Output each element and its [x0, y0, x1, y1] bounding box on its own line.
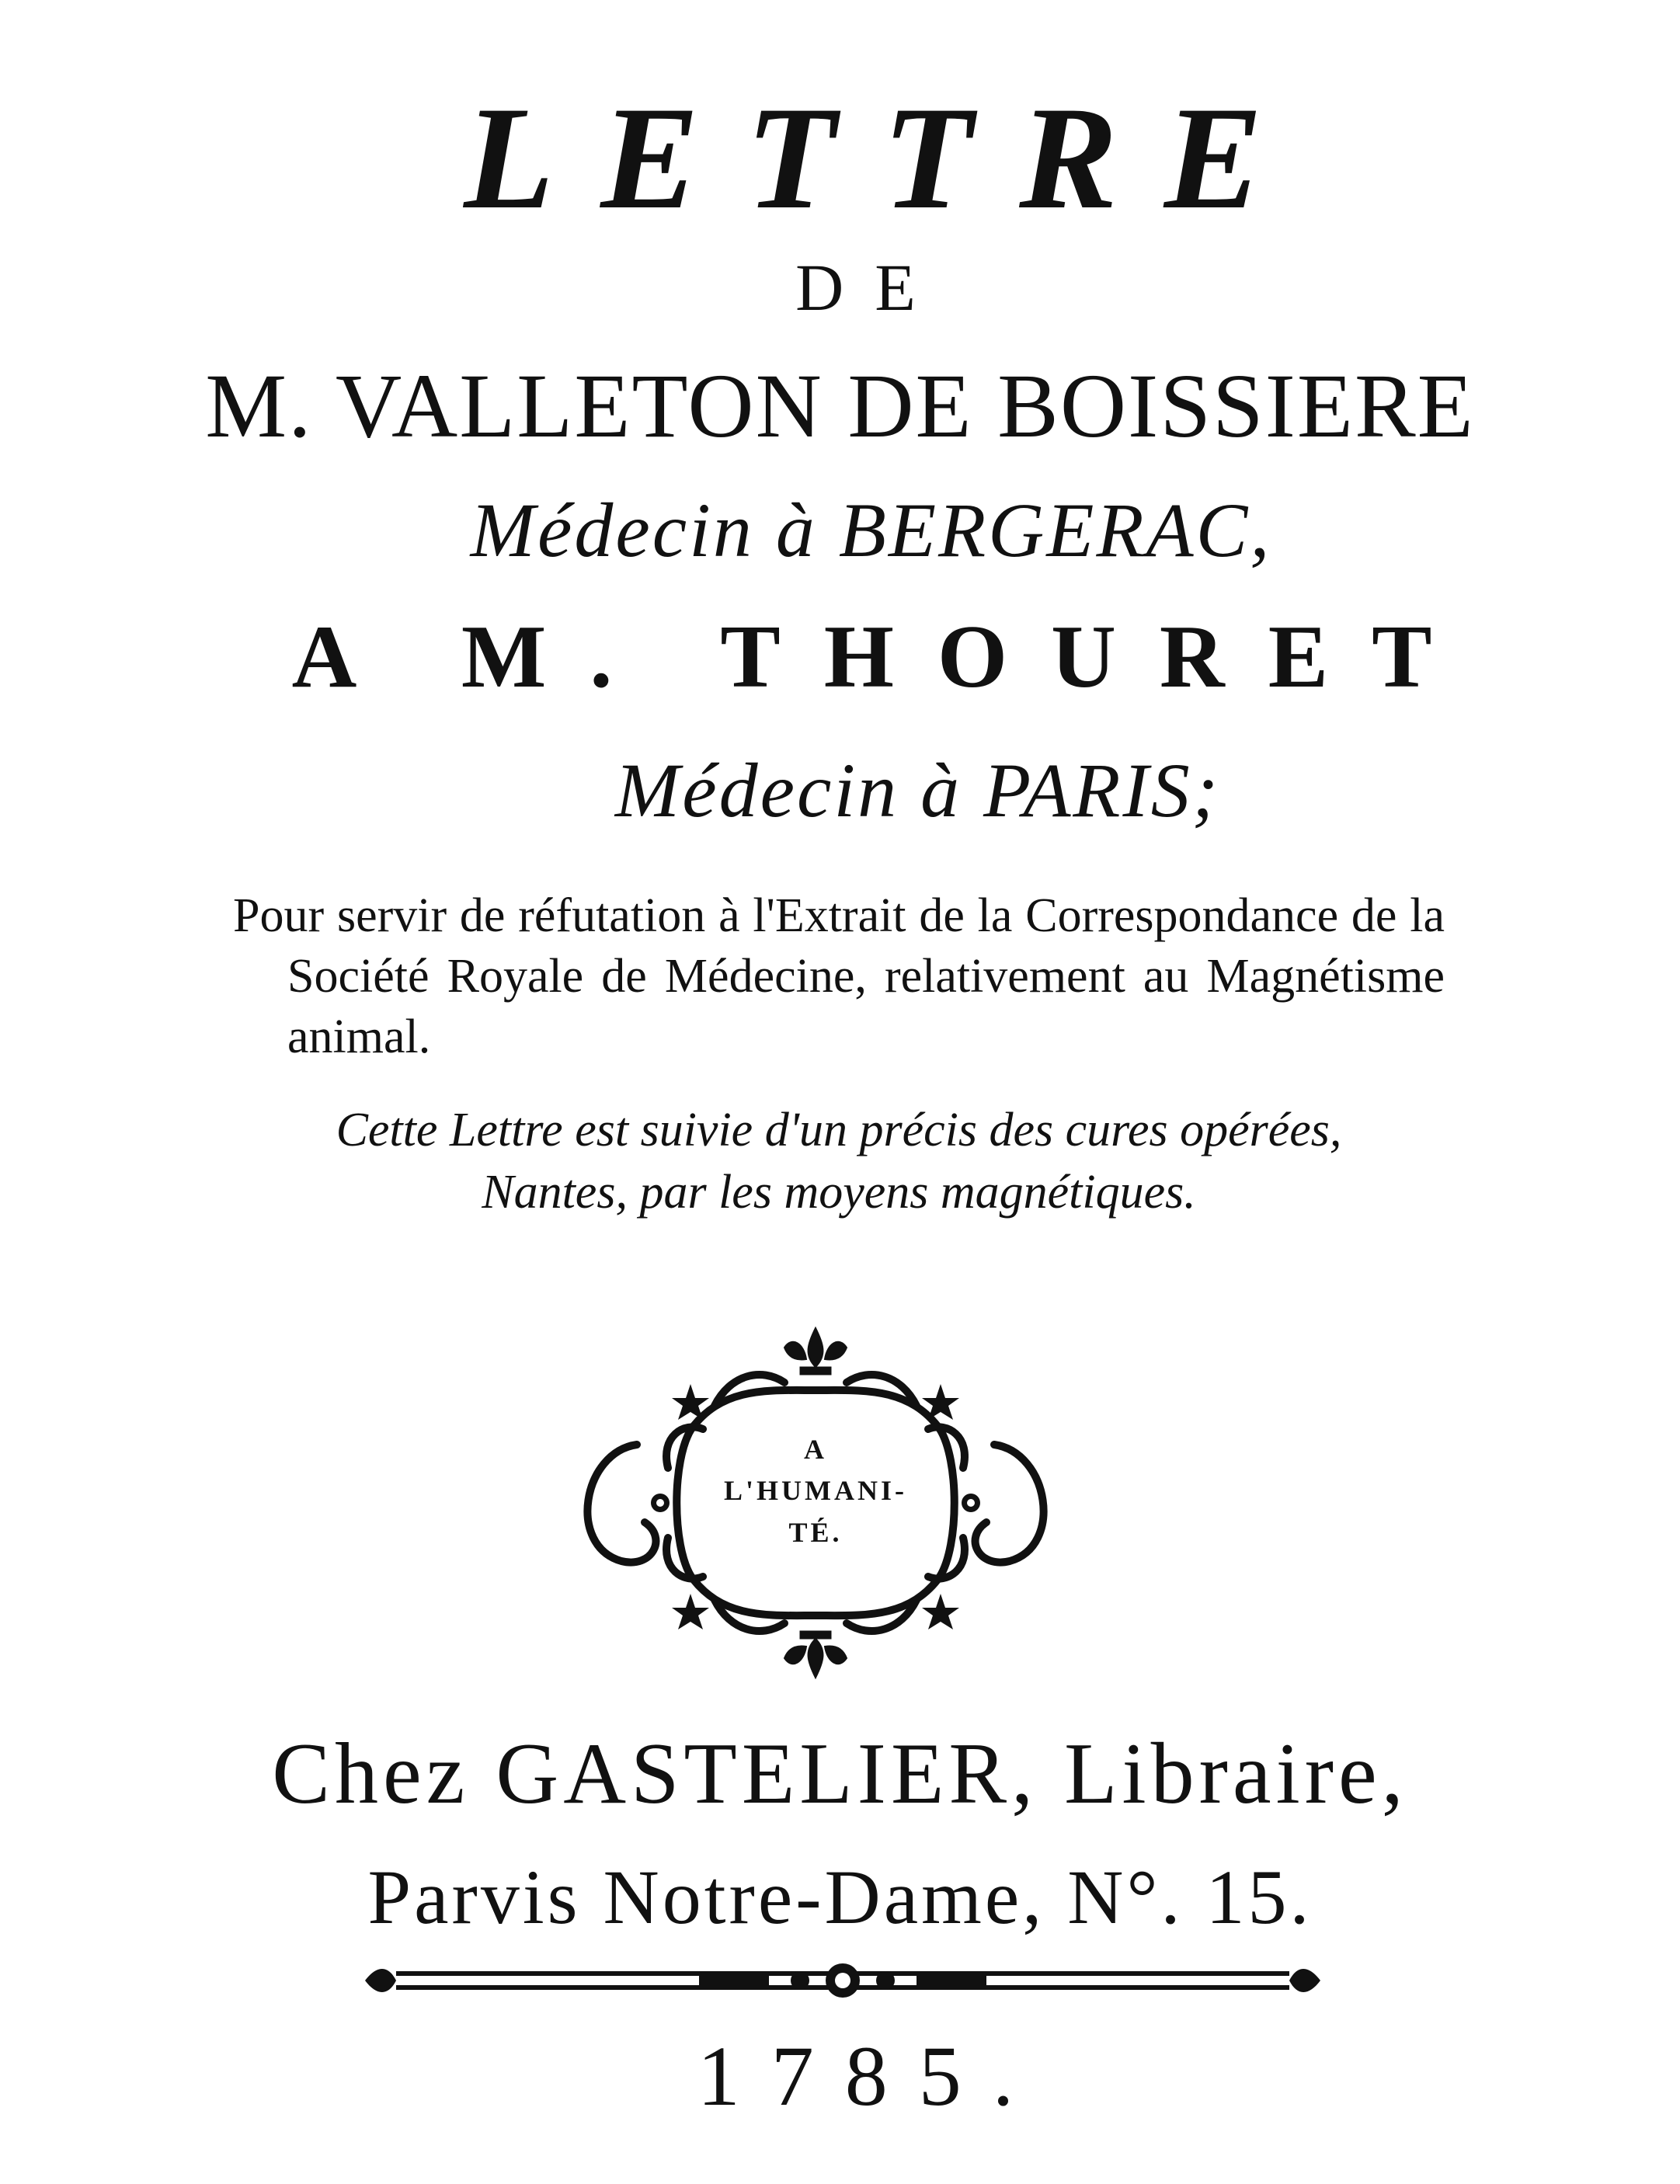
recipient-name: A M. THOURET: [291, 607, 1476, 707]
note-line-2: Nantes, par les moyens magnétiques.: [482, 1166, 1196, 1219]
author-role: Médecin à BERGERAC,: [470, 487, 1272, 573]
publication-year: 1785.: [697, 2029, 1045, 2123]
vignette-line-1: A: [804, 1434, 827, 1465]
recipient-role: Médecin à PARIS;: [614, 747, 1221, 833]
ornamental-rule-icon: [365, 1957, 1320, 2004]
vignette-line-3: TÉ.: [788, 1517, 843, 1548]
purpose-paragraph: Pour servir de réfutation à l'Extrait de la Correspondance de la Société Royale de Médecine, relativement au Magnétisme animal.: [233, 889, 1445, 1063]
ornamental-rule: [365, 1957, 1320, 2004]
document-title: LETTRE: [464, 77, 1310, 240]
printer-ornament-vignette: [536, 1313, 1095, 1693]
address-line: Parvis Notre-Dame, N°. 15.: [367, 1854, 1313, 1940]
note-paragraph: [225, 1099, 1452, 1223]
title-preposition: DE: [795, 250, 947, 325]
publisher-line: Chez GASTELIER, Libraire,: [272, 1726, 1408, 1822]
note-line-1: Cette Lettre est suivie d'un précis des cures opérées,: [336, 1104, 1342, 1156]
vignette-line-2: L'HUMANI-: [724, 1475, 907, 1506]
author-name: M. VALLETON DE BOISSIERE: [205, 355, 1475, 457]
